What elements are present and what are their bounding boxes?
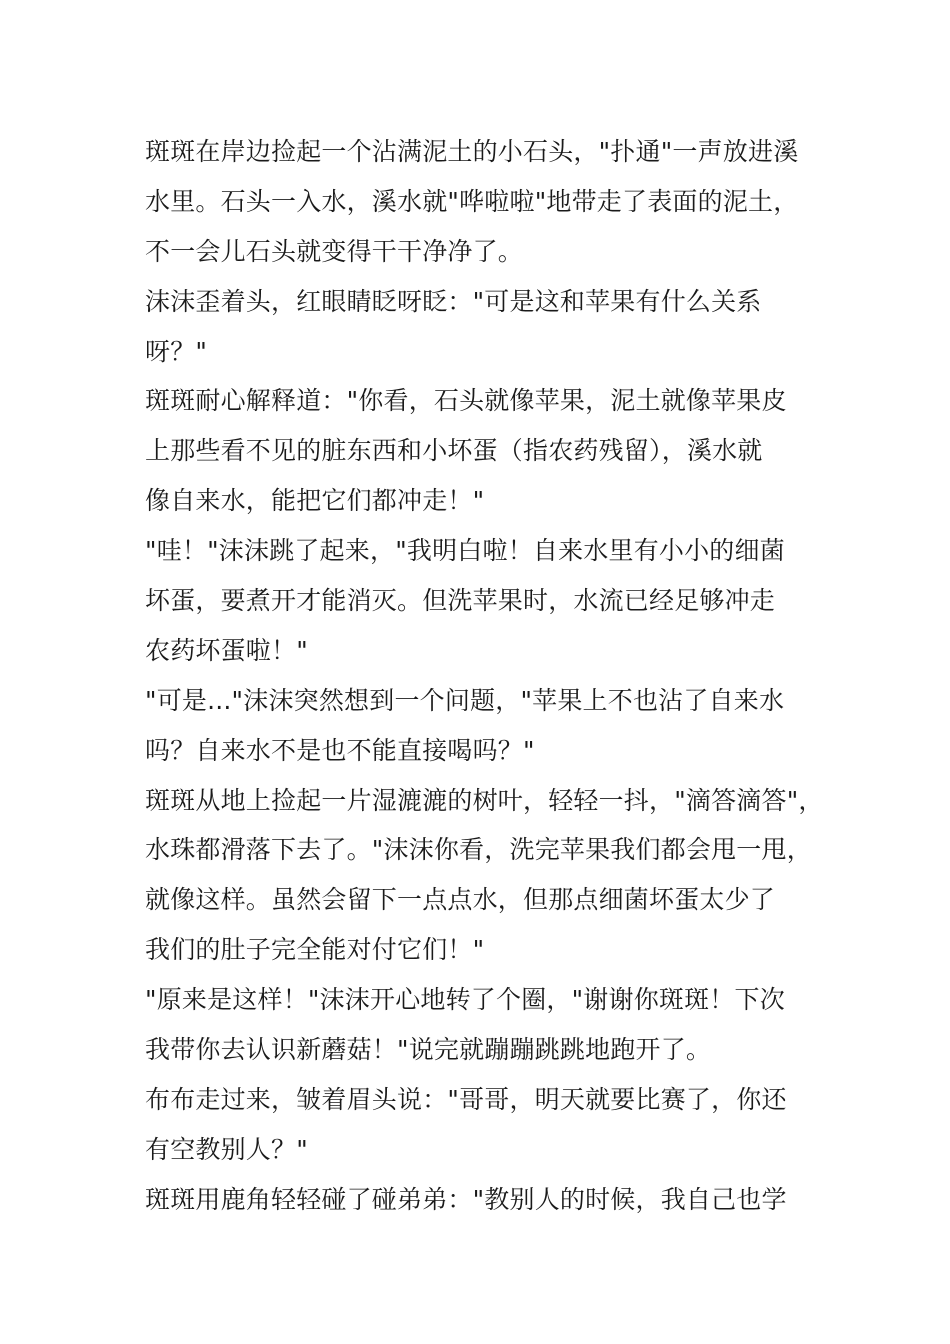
text-line: 吗？自来水不是也不能直接喝吗？" (145, 735, 535, 765)
text-line: "哇！"沫沫跳了起来，"我明白啦！自来水里有小小的细菌 (145, 536, 785, 566)
text-line: 斑斑耐心解释道："你看，石头就像苹果，泥土就像苹果皮 (145, 386, 787, 416)
text-line: 有空教别人？" (145, 1134, 308, 1164)
text-line: "可是..."沫沫突然想到一个问题，"苹果上不也沾了自来水 (145, 685, 785, 715)
text-line: 像自来水，能把它们都冲走！" (145, 486, 485, 516)
text-line: 呀？" (145, 336, 208, 366)
text-line: 我们的肚子完全能对付它们！" (145, 935, 485, 965)
text-line: 斑斑在岸边捡起一个沾满泥土的小石头，"扑通"一声放进溪 (145, 137, 799, 166)
text-line: 坏蛋，要煮开才能消灭。但洗苹果时，水流已经足够冲走 (145, 586, 776, 616)
text-line: 农药坏蛋啦！" (145, 635, 308, 665)
text-line: 不一会儿石头就变得干干净净了。 (145, 236, 524, 266)
text-line: 沫沫歪着头，红眼睛眨呀眨："可是这和苹果有什么关系 (145, 286, 762, 316)
text-line: 水里。石头一入水，溪水就"哗啦啦"地带走了表面的泥土， (145, 186, 799, 216)
text-line: "原来是这样！"沫沫开心地转了个圈，"谢谢你斑斑！下次 (145, 985, 785, 1015)
text-line: 上那些看不见的脏东西和小坏蛋（指农药残留），溪水就 (145, 436, 763, 466)
text-line: 就像这样。虽然会留下一点点水，但那点细菌坏蛋太少了 (145, 885, 776, 915)
story-text (145, 127, 835, 1225)
text-line: 水珠都滑落下去了。"沫沫你看，洗完苹果我们都会甩一甩， (145, 835, 812, 865)
text-line: 布布走过来，皱着眉头说："哥哥，明天就要比赛了，你还 (145, 1084, 787, 1114)
text-line: 我带你去认识新蘑菇！"说完就蹦蹦跳跳地跑开了。 (145, 1035, 712, 1065)
text-line: 斑斑从地上捡起一片湿漉漉的树叶，轻轻一抖，"滴答滴答"， (145, 785, 824, 815)
text-line: 斑斑用鹿角轻轻碰了碰弟弟："教别人的时候，我自己也学 (145, 1184, 787, 1214)
